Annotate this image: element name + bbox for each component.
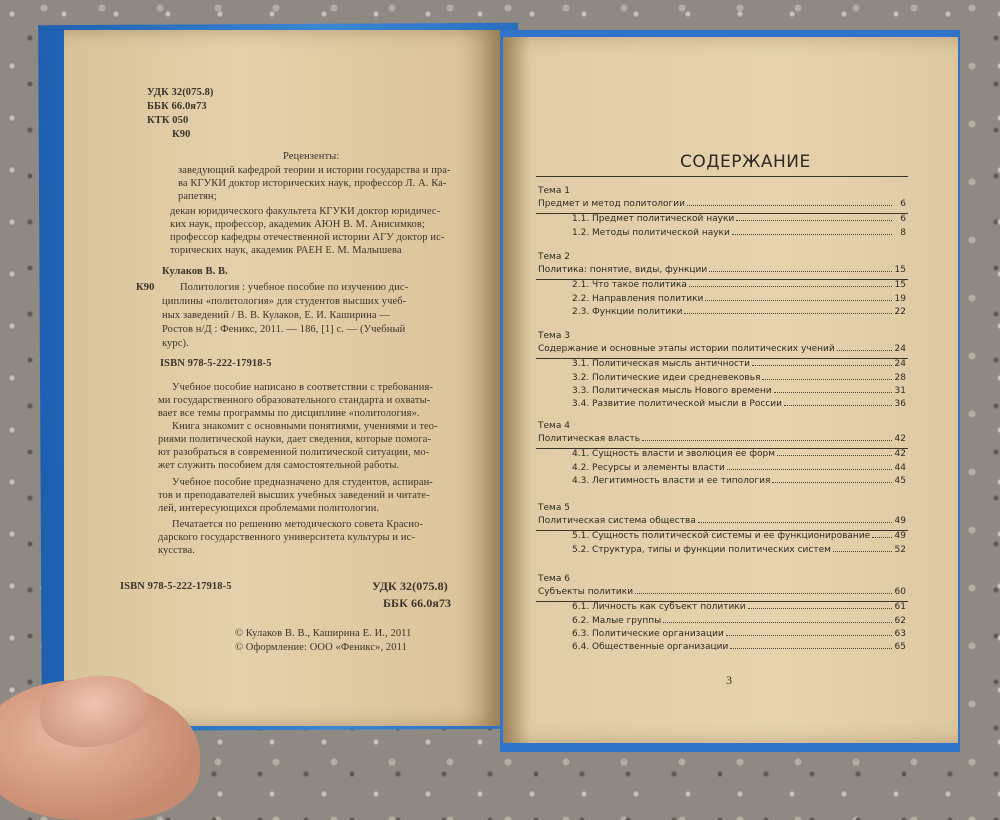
toc-theme-label: Тема 5	[538, 503, 570, 513]
toc-theme-title: Субъекты политики	[538, 587, 634, 598]
toc-leader	[762, 378, 892, 380]
toc-item[interactable]	[572, 642, 906, 652]
toc-item-title: 6.1. Личность как субъект политики	[572, 602, 746, 613]
toc-item[interactable]	[572, 228, 906, 238]
toc-leader	[833, 550, 892, 552]
annotation-line: тов и преподавателей высших учебных заведений и читате-	[158, 490, 430, 501]
description-line: курс).	[162, 338, 189, 349]
toc-item[interactable]	[572, 449, 906, 459]
toc-theme-label: Тема 3	[538, 331, 570, 341]
annotation-line: кусства.	[158, 545, 196, 556]
ktk-code: КТК 050	[147, 115, 189, 126]
page-number: 3	[726, 673, 732, 687]
toc-page: 15	[894, 280, 906, 291]
toc-item-title: 1.2. Методы политической науки	[572, 227, 730, 238]
toc-leader	[689, 285, 892, 287]
toc-item[interactable]	[572, 373, 906, 383]
toc-leader	[872, 536, 892, 538]
toc-page: 24	[894, 359, 906, 370]
reviewers-line: ва КГУКИ доктор исторических наук, профессор Л. А. Ка-	[178, 178, 447, 189]
annotation-line: Книга знакомит с основными понятиями, учениями и тео-	[172, 421, 438, 432]
description-line: циплины «политология» для студентов высших учеб-	[162, 296, 407, 307]
toc-page: 6	[900, 214, 906, 225]
toc-theme-entry[interactable]	[538, 587, 906, 597]
reviewers-line: профессор кафедры отечественной истории АГУ доктор ис-	[170, 232, 445, 243]
description-line: Политология : учебное пособие по изучению дис-	[180, 282, 409, 293]
toc-theme-entry[interactable]	[538, 516, 906, 526]
toc-page: 62	[894, 615, 906, 626]
toc-page: 61	[894, 602, 906, 613]
toc-leader	[698, 521, 892, 523]
left-page	[64, 30, 500, 726]
toc-item-title: 5.2. Структура, типы и функции политических систем	[572, 544, 831, 555]
author-name: Кулаков В. В.	[162, 266, 228, 277]
isbn-top: ISBN 978-5-222-17918-5	[160, 358, 272, 369]
toc-leader	[663, 621, 892, 623]
toc-leader	[752, 364, 892, 366]
toc-item[interactable]	[572, 294, 906, 304]
toc-page: 8	[900, 227, 906, 238]
bbk-code: ББК 66.0я73	[147, 101, 207, 112]
annotation-line: жет служить пособием для самостоятельной работы.	[158, 460, 400, 471]
toc-leader	[777, 454, 892, 456]
toc-item-title: 1.1. Предмет политической науки	[572, 214, 735, 225]
toc-leader	[837, 349, 892, 351]
toc-theme-title: Содержание и основные этапы истории политических учений	[538, 344, 835, 355]
reviewers-line: торических наук, академик РАЕН Е. М. Малышева	[170, 245, 402, 256]
toc-item-title: 5.1. Сущность политической системы и ее функционирование	[572, 531, 871, 542]
toc-leader	[736, 219, 892, 221]
toc-item-title: 3.3. Политическая мысль Нового времени	[572, 385, 772, 396]
toc-page: 22	[894, 306, 906, 317]
annotation-line: вает все темы программы по дисциплине «политология».	[158, 408, 420, 419]
toc-page: 6	[900, 199, 906, 210]
copyright-line: © Кулаков В. В., Каширина Е. И., 2011	[235, 628, 412, 639]
toc-page: 65	[894, 642, 906, 652]
toc-item-title: 6.3. Политические организации	[572, 628, 724, 639]
toc-page: 45	[894, 475, 906, 486]
toc-item[interactable]	[572, 386, 906, 396]
toc-item[interactable]	[572, 476, 906, 486]
toc-page: 63	[894, 628, 906, 639]
bbk-bottom: ББК 66.0я73	[383, 596, 452, 610]
toc-leader	[687, 204, 892, 206]
toc-page: 52	[894, 544, 906, 555]
toc-item-title: 3.1. Политическая мысль античности	[572, 359, 751, 370]
toc-item[interactable]	[572, 463, 906, 473]
toc-item[interactable]	[572, 399, 906, 409]
toc-leader	[726, 634, 892, 636]
annotation-line: ют разобраться в современной политической ситуации, мо-	[158, 447, 430, 458]
toc-page: 24	[894, 344, 906, 355]
reviewers-line: декан юридического факультета КГУКИ доктор юридичес-	[170, 206, 441, 217]
toc-page: 49	[894, 516, 906, 527]
toc-theme-entry[interactable]	[538, 265, 906, 275]
toc-item-title: 2.1. Что такое политика	[572, 280, 687, 291]
toc-leader	[709, 270, 892, 272]
toc-item-title: 4.1. Сущность власти и эволюция ее форм	[572, 449, 776, 460]
toc-page: 60	[894, 587, 906, 598]
k90-code: К90	[172, 129, 191, 140]
toc-item[interactable]	[572, 545, 906, 555]
annotation-line: ми государственного образовательного стандарта и охваты-	[158, 395, 431, 406]
annotation-line: Учебное пособие предназначено для студентов, аспиран-	[172, 477, 433, 488]
toc-title: СОДЕРЖАНИЕ	[680, 152, 811, 172]
toc-item[interactable]	[572, 359, 906, 369]
toc-leader	[748, 607, 892, 609]
annotation-line: Печатается по решению методического совета Красно-	[172, 519, 424, 530]
udk-code: УДК 32(075.8)	[147, 87, 214, 98]
toc-item-title: 6.4. Общественные организации	[572, 642, 729, 652]
toc-leader	[772, 481, 892, 483]
toc-item-title: 2.3. Функции политики	[572, 306, 683, 317]
copyright-line: © Оформление: ООО «Феникс», 2011	[235, 642, 407, 653]
udk-bottom: УДК 32(075.8)	[372, 579, 448, 593]
toc-theme-label: Тема 6	[538, 574, 570, 584]
reviewers-title: Рецензенты:	[283, 151, 340, 162]
toc-theme-entry[interactable]	[538, 434, 906, 444]
toc-page: 42	[894, 449, 906, 460]
toc-leader	[684, 312, 892, 314]
toc-item[interactable]	[572, 214, 906, 224]
toc-title-rule	[536, 176, 908, 177]
toc-theme-entry[interactable]	[538, 344, 906, 354]
toc-page: 42	[894, 434, 906, 445]
toc-item-title: 2.2. Направления политики	[572, 293, 704, 304]
toc-leader	[732, 233, 892, 235]
toc-item[interactable]	[572, 307, 906, 317]
toc-page: 31	[894, 385, 906, 396]
annotation-line: риями политической науки, дает сведения, которые помога-	[158, 434, 432, 445]
toc-item-title: 3.2. Политические идеи средневековья	[572, 372, 761, 383]
toc-theme-label: Тема 2	[538, 252, 570, 262]
toc-page: 36	[894, 399, 906, 409]
toc-item[interactable]	[572, 280, 906, 290]
description-line: Ростов н/Д : Феникс, 2011. — 186, [1] с. — (Учебный	[162, 324, 406, 335]
toc-leader	[642, 439, 892, 441]
toc-theme-title: Предмет и метод политологии	[538, 199, 685, 210]
toc-leader	[730, 647, 892, 649]
annotation-line: лей, интересующихся проблемами политологии.	[158, 503, 380, 514]
toc-leader	[727, 468, 892, 470]
toc-page: 49	[894, 531, 906, 542]
annotation-line: Учебное пособие написано в соответствии с требования-	[172, 382, 433, 393]
toc-theme-title: Политическая система общества	[538, 516, 696, 527]
toc-theme-title: Политическая власть	[538, 434, 641, 445]
description-line: ных заведений / В. В. Кулаков, Е. И. Каширина —	[162, 310, 390, 321]
isbn-bottom: ISBN 978-5-222-17918-5	[120, 581, 232, 592]
reviewers-line: ких наук, профессор, академик АЮН В. М. Анисимков;	[170, 219, 425, 230]
toc-leader	[784, 404, 892, 406]
toc-leader	[705, 299, 892, 301]
toc-item-title: 4.3. Легитимность власти и ее типология	[572, 475, 771, 486]
toc-item[interactable]	[572, 602, 906, 612]
toc-page: 15	[894, 265, 906, 276]
toc-leader	[774, 391, 892, 393]
annotation-line: дарского государственного университета культуры и ис-	[158, 532, 415, 543]
toc-leader	[635, 592, 892, 594]
reviewers-line: рапетян;	[178, 191, 217, 202]
toc-item-title: 6.2. Малые группы	[572, 615, 662, 626]
toc-theme-label: Тема 4	[538, 421, 570, 431]
toc-page: 44	[894, 462, 906, 473]
catalog-code: К90	[136, 282, 155, 293]
toc-theme-title: Политика: понятие, виды, функции	[538, 265, 708, 276]
toc-page: 28	[894, 372, 906, 383]
toc-item-title: 4.2. Ресурсы и элементы власти	[572, 462, 725, 473]
reviewers-line: заведующий кафедрой теории и истории государства и пра-	[178, 165, 451, 176]
toc-item[interactable]	[572, 531, 906, 541]
toc-item[interactable]	[572, 616, 906, 626]
toc-item-title: 3.4. Развитие политической мысли в России	[572, 399, 782, 409]
toc-theme-label: Тема 1	[538, 186, 570, 196]
toc-item[interactable]	[572, 629, 906, 639]
toc-theme-entry[interactable]	[538, 199, 906, 209]
toc-page: 19	[894, 293, 906, 304]
